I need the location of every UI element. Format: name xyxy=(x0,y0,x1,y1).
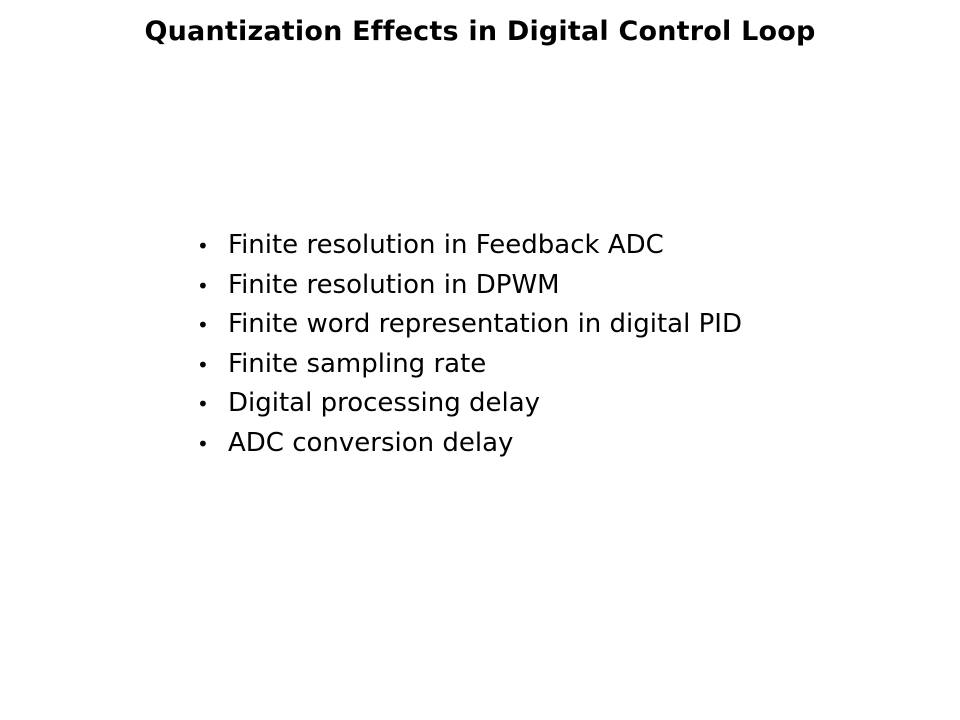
list-item xyxy=(197,226,742,266)
bullet-icon: • xyxy=(197,273,209,298)
list-item xyxy=(197,384,742,424)
bullet-icon: • xyxy=(197,313,209,338)
bullet-text: Finite word representation in digital PID xyxy=(228,309,742,340)
bullet-icon: • xyxy=(197,431,209,456)
bullet-text: Digital processing delay xyxy=(228,388,541,419)
list-item xyxy=(197,266,742,306)
list-item xyxy=(197,305,742,345)
bullet-list xyxy=(197,226,742,464)
bullet-icon: • xyxy=(197,352,209,377)
bullet-text: Finite resolution in DPWM xyxy=(228,269,560,300)
bullet-text: Finite resolution in Feedback ADC xyxy=(228,230,664,260)
list-item xyxy=(197,345,742,385)
bullet-text: Finite sampling rate xyxy=(228,348,487,379)
page-title: Quantization Effects in Digital Control Loop xyxy=(144,16,816,47)
bullet-icon: • xyxy=(197,234,209,258)
bullet-text: ADC conversion delay xyxy=(228,427,514,458)
list-item xyxy=(197,424,742,464)
bullet-icon: • xyxy=(197,392,209,417)
